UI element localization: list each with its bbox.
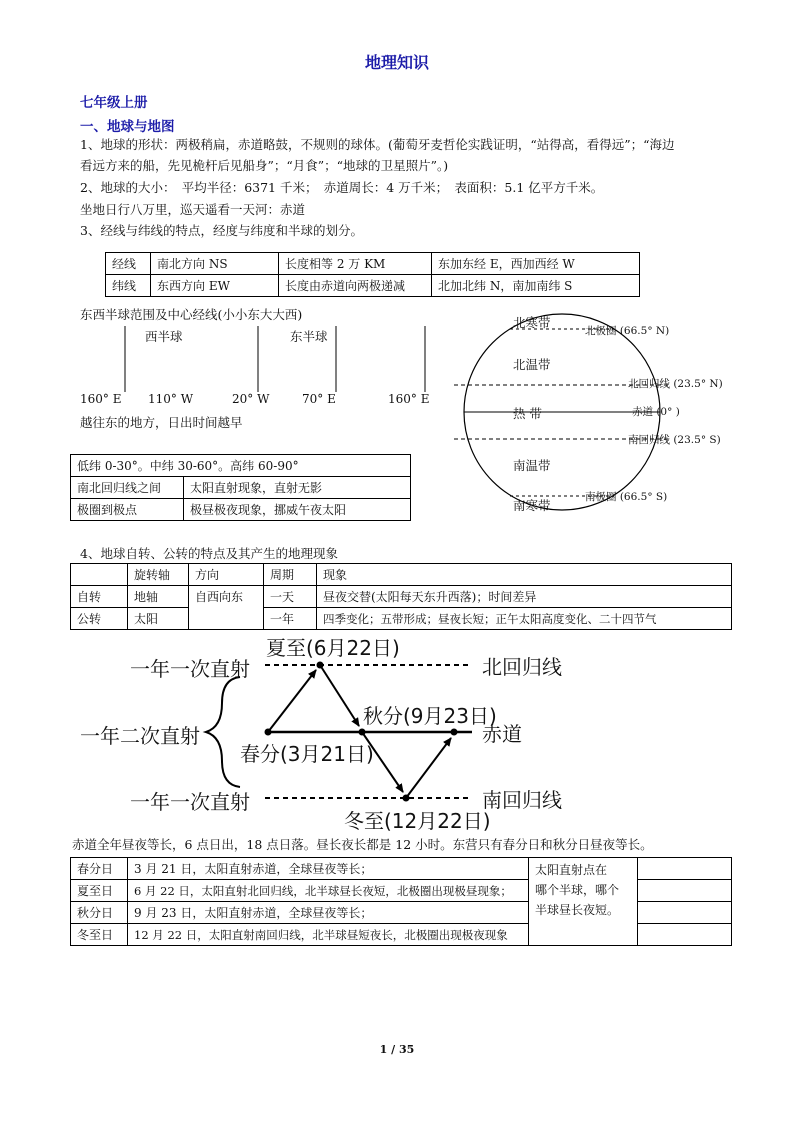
empty-cell xyxy=(638,924,732,946)
zone-label: 热 带 xyxy=(513,406,542,421)
table-cell: 现象 xyxy=(317,564,732,586)
tropic-cancer-label: 北回归线 xyxy=(482,655,562,679)
paragraph-lines: 3、经线与纬线的特点，经度与纬度和半球的划分。 xyxy=(80,223,363,238)
table-row xyxy=(106,253,640,275)
table-cell: 周期 xyxy=(264,564,317,586)
latitude-line-label: 北回归线 (23.5° N) xyxy=(628,378,723,390)
table-cell: 地轴 xyxy=(128,586,189,608)
table-cell: 南北方向 NS xyxy=(151,253,279,275)
paragraph-shape: 1、地球的形状：两极稍扁，赤道略鼓，不规则的球体。(葡萄牙麦哲伦实践证明，“站得高，看得远”；“海边 xyxy=(80,137,675,152)
page-title: 地理知识 xyxy=(364,53,429,72)
latitude-table xyxy=(70,454,411,521)
table-cell: 冬至日 xyxy=(71,924,128,946)
tick-label: 20° W xyxy=(232,392,270,406)
once-direct-top-label: 一年一次直射 xyxy=(130,657,250,681)
grade-heading: 七年级上册 xyxy=(80,95,148,111)
table-cell: 自西向东 xyxy=(189,586,264,630)
side-note-line: 太阳直射点在 xyxy=(535,863,608,877)
hemisphere-heading: 东西半球范围及中心经线(小小东大大西) xyxy=(80,307,303,322)
meridian-parallel-table xyxy=(105,252,640,297)
table-row xyxy=(71,499,411,521)
table-row xyxy=(71,586,732,608)
table-row xyxy=(71,477,411,499)
winter-solstice-label: 冬至(12月22日) xyxy=(344,809,491,833)
table-cell: 北加北纬 N，南加南纬 S xyxy=(432,275,640,297)
paragraph-equator-day: 赤道全年昼夜等长，6 点日出，18 点日落。昼长夜长都是 12 小时。东营只有春分日和秋分日昼夜等长。 xyxy=(72,837,653,852)
table-cell: 昼夜交替(太阳每天东升西落)；时间差异 xyxy=(317,586,732,608)
motion-table xyxy=(70,563,732,630)
table-cell: 一年 xyxy=(264,608,317,630)
table-cell: 秋分日 xyxy=(71,902,128,924)
paragraph-equator: 坐地日行八万里，巡天遥看一天河：赤道 xyxy=(80,202,306,217)
table-cell: 东西方向 EW xyxy=(151,275,279,297)
table-row xyxy=(106,275,640,297)
table-cell xyxy=(71,564,128,586)
table-cell: 极圈到极点 xyxy=(71,499,184,521)
table-cell: 12 月 22 日，太阳直射南回归线，北半球昼短夜长，北极圈出现极夜现象 xyxy=(128,924,529,946)
table-cell: 太阳 xyxy=(128,608,189,630)
table-cell: 一天 xyxy=(264,586,317,608)
west-hemisphere-label: 西半球 xyxy=(145,329,183,344)
page-number: 1 / 35 xyxy=(379,1043,415,1056)
table-cell: 低纬 0-30°。中纬 30-60°。高纬 60-90° xyxy=(71,455,411,477)
table-cell: 经线 xyxy=(106,253,151,275)
table-cell: 长度相等 2 万 KM xyxy=(279,253,432,275)
tick-label: 160° E xyxy=(388,392,430,406)
once-direct-bottom-label: 一年一次直射 xyxy=(130,790,250,814)
table-row xyxy=(71,564,732,586)
table-cell: 自转 xyxy=(71,586,128,608)
tick-label: 110° W xyxy=(148,392,194,406)
twice-direct-label: 一年二次直射 xyxy=(80,724,200,748)
empty-cell xyxy=(638,880,732,902)
paragraph-size: 2、地球的大小： 平均半径：6371 千米； 赤道周长：4 万千米； 表面积：5.1 亿平方千米。 xyxy=(80,180,604,195)
tick-label: 160° E xyxy=(80,392,122,406)
season-table xyxy=(70,857,732,946)
zone-label: 南温带 xyxy=(513,458,551,473)
zone-label: 南寒带 xyxy=(513,498,551,513)
paragraph-shape-cont: 看远方来的船，先见桅杆后见船身”；“月食”；“地球的卫星照片”。) xyxy=(80,158,449,173)
empty-cell xyxy=(638,858,732,880)
table-cell: 公转 xyxy=(71,608,128,630)
east-hemisphere-label: 东半球 xyxy=(290,329,328,344)
table-cell: 9 月 23 日，太阳直射赤道，全球昼夜等长； xyxy=(128,902,529,924)
zone-label: 北寒带 xyxy=(513,315,551,330)
table-cell: 春分日 xyxy=(71,858,128,880)
table-cell: 夏至日 xyxy=(71,880,128,902)
autumn-equinox-label: 秋分(9月23日) xyxy=(363,704,497,728)
table-cell: 纬线 xyxy=(106,275,151,297)
table-cell: 3 月 21 日，太阳直射赤道，全球昼夜等长； xyxy=(128,858,529,880)
table-cell: 方向 xyxy=(189,564,264,586)
section-heading: 一、地球与地图 xyxy=(80,119,175,135)
table-cell: 四季变化；五带形成；昼夜长短；正午太阳高度变化、二十四节气 xyxy=(317,608,732,630)
zone-label: 北温带 xyxy=(513,357,551,372)
sunrise-note: 越往东的地方，日出时间越早 xyxy=(80,415,243,430)
tick-label: 70° E xyxy=(302,392,336,406)
side-note-line: 半球昼长夜短。 xyxy=(535,903,620,917)
latitude-line-label: 南回归线 (23.5° S) xyxy=(628,434,721,446)
table-row xyxy=(71,858,732,880)
side-note-cell xyxy=(529,858,638,946)
tropic-capricorn-label: 南回归线 xyxy=(482,788,562,812)
summer-solstice-label: 夏至(6月22日) xyxy=(266,636,400,660)
table-cell: 极昼极夜现象，挪威午夜太阳 xyxy=(184,499,411,521)
paragraph-motion: 4、地球自转、公转的特点及其产生的地理现象 xyxy=(80,546,338,561)
table-cell: 太阳直射现象，直射无影 xyxy=(184,477,411,499)
spring-equinox-label: 春分(3月21日) xyxy=(240,742,374,766)
latitude-line-label: 北极圈 (66.5° N) xyxy=(585,325,670,337)
latitude-line-label: 南极圈 (66.5° S) xyxy=(585,491,668,503)
table-cell: 6 月 22 日，太阳直射北回归线，北半球昼长夜短，北极圈出现极昼现象； xyxy=(128,880,529,902)
table-cell: 长度由赤道向两极递减 xyxy=(279,275,432,297)
equator-label: 赤道 xyxy=(482,722,522,746)
table-cell: 南北回归线之间 xyxy=(71,477,184,499)
table-row xyxy=(71,455,411,477)
side-note-line: 哪个半球，哪个 xyxy=(535,883,620,897)
latitude-line-label: 赤道 (0° ) xyxy=(632,406,680,418)
table-cell: 东加东经 E，西加西经 W xyxy=(432,253,640,275)
table-cell: 旋转轴 xyxy=(128,564,189,586)
empty-cell xyxy=(638,902,732,924)
